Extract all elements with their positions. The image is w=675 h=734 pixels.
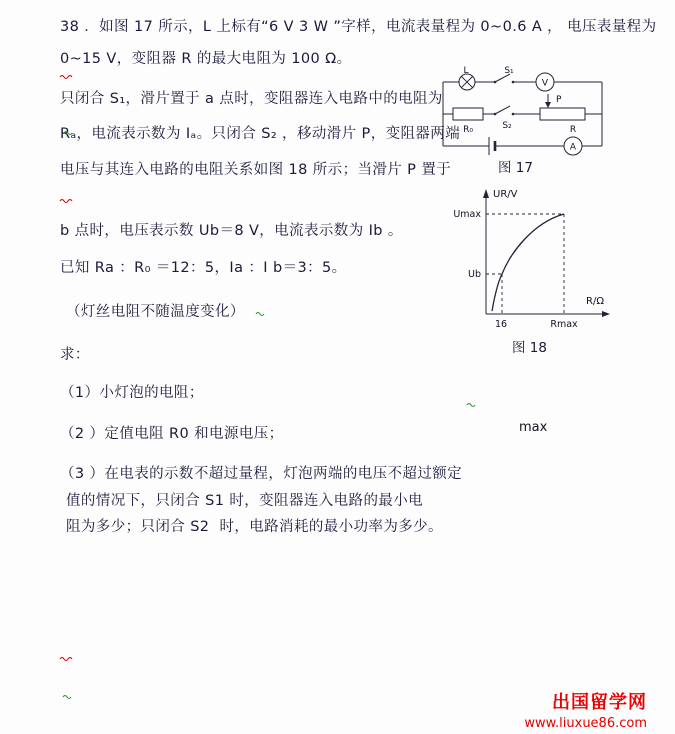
resistor-r0-label: R₀	[463, 125, 473, 135]
footer-site-name: 出国留学网	[552, 692, 647, 713]
switch-s1-icon	[494, 66, 515, 83]
slider-arrow-icon	[545, 94, 562, 108]
problem-text-line: （1）小灯泡的电阻；	[60, 385, 204, 401]
proofing-squiggle-green-icon	[255, 311, 265, 317]
proofing-squiggle-green-icon	[62, 694, 72, 700]
ammeter-label: A	[569, 142, 577, 153]
switch-s2-icon	[494, 106, 515, 131]
rheostat-label: R	[569, 125, 577, 135]
proofing-squiggle-green-icon	[63, 130, 73, 136]
circuit-diagram-fig17	[437, 66, 612, 158]
y-axis-label: UR/V	[493, 189, 518, 200]
figure18-caption: 图 18	[512, 340, 547, 356]
problem-text-line: 阻为多少；只闭合 S2 时，电路消耗的最小功率为多少。	[66, 519, 443, 535]
umax-tick-label: Umax	[453, 209, 481, 220]
problem-text-line: 已知 Ra ：R₀ ＝12：5，Ia ：I b＝3：5。	[60, 260, 347, 276]
battery-icon	[489, 137, 495, 155]
rmax-tick-label: Rmax	[550, 319, 578, 330]
x-axis-arrow-icon	[602, 311, 610, 317]
problem-text-line: b 点时，电压表示数 Ub＝8 V，电流表示数为 Ib 。	[60, 223, 403, 239]
resistor-r0-icon	[453, 108, 483, 135]
x-axis-label: R/Ω	[586, 296, 604, 307]
footer-watermark	[524, 688, 647, 731]
problem-text-line: 值的情况下，只闭合 S1 时，变阻器连入电路的最小电	[66, 493, 424, 509]
ur-vs-r-curve	[492, 214, 564, 311]
graph-fig18	[448, 184, 618, 334]
problem-text-line: 电压与其连入电路的电阻关系如图 18 所示；当滑片 P 置于	[60, 162, 452, 178]
figure17-caption: 图 17	[498, 160, 533, 176]
rheostat-icon	[540, 108, 585, 135]
problem-text-line: 0~15 V，变阻器 R 的最大电阻为 100 Ω。	[60, 51, 352, 67]
footer-site-url: www.liuxue86.com	[524, 716, 647, 731]
problem-text-line: （灯丝电阻不随温度变化）	[66, 304, 245, 320]
proofing-squiggle-red-icon	[59, 198, 75, 204]
proofing-squiggle-green-icon	[466, 402, 476, 408]
proofing-squiggle-red-icon	[59, 656, 75, 662]
voltmeter-label: V	[541, 78, 549, 89]
problem-text-line: 只闭合 S₁，滑片置于 a 点时，变阻器连入电路中的电阻为	[60, 91, 443, 107]
voltmeter-icon	[536, 73, 554, 91]
problem-text-line: Rₐ，电流表示数为 Iₐ。只闭合 S₂ ，移动滑片 P，变阻器两端	[60, 126, 461, 142]
y-axis-arrow-icon	[483, 189, 489, 198]
lamp-icon	[459, 66, 475, 90]
ammeter-icon	[564, 137, 582, 155]
slider-label: P	[556, 95, 562, 105]
problem-text-line: 求：	[60, 347, 90, 363]
proofing-squiggle-red-icon	[59, 74, 75, 80]
problem-text-line: （3 ）在电表的示数不超过量程，灯泡两端的电压不超过额定	[60, 466, 463, 482]
stray-max-text: max	[519, 420, 548, 435]
switch-s2-label: S₂	[502, 121, 512, 131]
r16-tick-label: 16	[494, 319, 508, 330]
problem-text-line: 38 ．如图 17 所示，L 上标有“6 V 3 W ”字样，电流表量程为 0~0.6 A ， 电压表量程为	[60, 19, 657, 35]
ub-tick-label: Ub	[468, 269, 481, 280]
lamp-label: L	[463, 66, 469, 76]
switch-s1-label: S₁	[504, 66, 514, 76]
problem-text-line: （2 ）定值电阻 R0 和电源电压；	[60, 426, 284, 442]
